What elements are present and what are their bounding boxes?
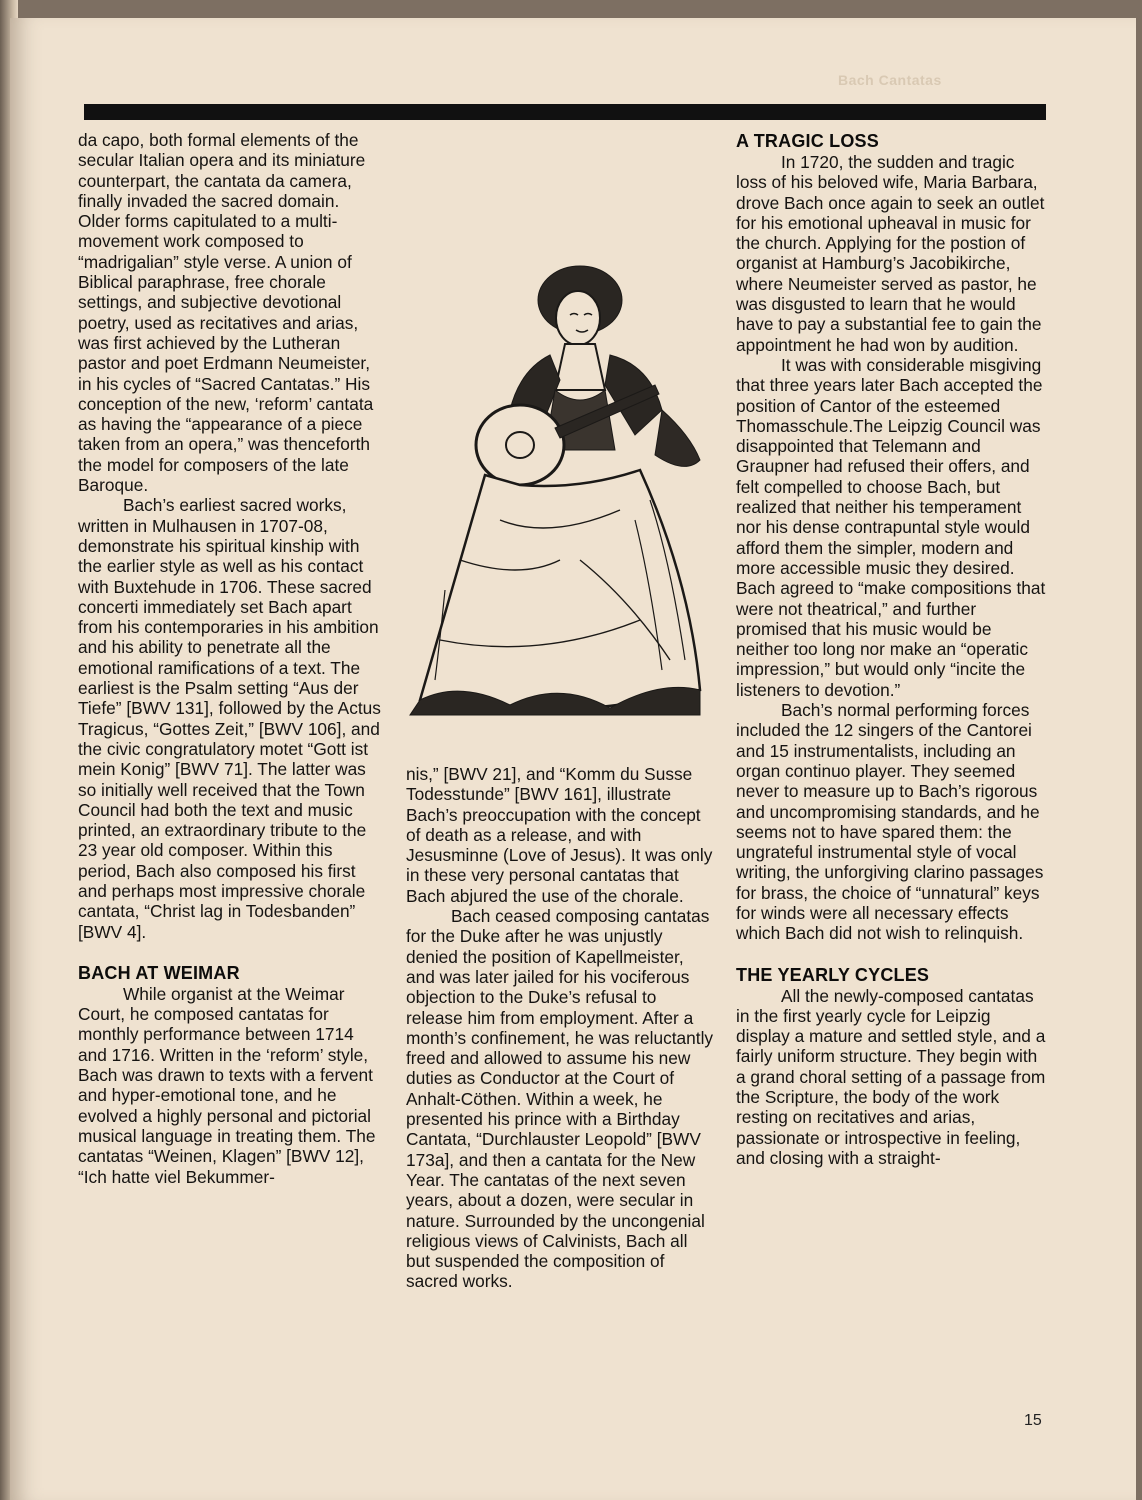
lute-player-engraving xyxy=(400,260,715,725)
paragraph: da capo, both formal elements of the secular Italian opera and its miniature counterpart, the cantata da camera, finally invaded the sacred domain. Older forms capitulated to a multi-movement work composed to “madrigalian” style verse. A union of Biblical paraphrase, free chorale settings, and subjective devotional poetry, used as recitatives and arias, was first achieved by the Lutheran pastor and poet Erdmann Neumeister, in his cycles of “Sacred Cantatas.” His conception of the new, ‘reform’ cantata as having the “appearance of a piece taken from an opera,” was thenceforth the model for composers of the late Baroque. xyxy=(78,130,374,496)
paragraph: In 1720, the sudden and tragic loss of his beloved wife, Maria Barbara, drove Bach once again to seek an outlet for his emotional upheaval in music for the church. Applying for the postion of organist at Hamburg’s Jacobikirche, where Neumeister served as pastor, he was disgusted to learn that he would have to pay a substantial fee to gain the appointment he had won by audition. xyxy=(736,152,1045,355)
section-heading-tragic-loss: A TRAGIC LOSS xyxy=(736,131,879,151)
column-2 xyxy=(406,764,716,1292)
section-heading-weimar: BACH AT WEIMAR xyxy=(78,962,240,983)
header-rule xyxy=(84,104,1046,120)
page-number: 15 xyxy=(1024,1412,1042,1429)
paragraph: nis,” [BWV 21], and “Komm du Susse Todesstunde” [BWV 161], illustrate Bach’s preoccupation with the concept of death as a release, and with Jesusminne (Love of Jesus). It was only in these very personal cantatas that Bach abjured the use of the chorale. xyxy=(406,764,713,906)
section-heading-yearly-cycles: THE YEARLY CYCLES xyxy=(736,964,930,985)
column-1 xyxy=(78,130,384,1187)
paragraph: Bach ceased composing cantatas for the Duke after he was unjustly denied the position of Kapellmeister, and was later jailed for his vociferous objection to the Duke’s refusal to release him from employment. After a month’s confinement, he was reluctantly freed and allowed to assume his new duties as Conductor at the Court of Anhalt-Cöthen. Within a week, he presented his prince with a Birthday Cantata, “Durchlauster Leopold” [BWV 173a], and then a cantata for the New Year. The cantatas of the next seven years, about a dozen, were secular in nature. Surrounded by the uncongenial religious views of Calvinists, Bach all but suspended the composition of sacred works. xyxy=(406,906,714,1292)
paragraph: Bach’s earliest sacred works, written in Mulhausen in 1707-08, demonstrate his spiritual kinship with the earlier style as well as his contact with Buxtehude in 1706. These sacred concerti immediately set Bach apart from his contemporaries in his ambition and his ability to penetrate all the emotional ramifications of a text. The earliest is the Psalm setting “Aus der Tiefe” [BWV 131], followed by the Actus Tragicus, “Gottes Zeit,” [BWV 106], and the civic congratulatory motet “Gott ist mein Konig” [BWV 71]. The latter was so initially well received that the Town Council had both the text and music printed, an extraordinary tribute to the 23 year old composer. Within this period, Bach also composed his first and perhaps most impressive chorale cantata, “Christ lag in Todesbanden” [BWV 4]. xyxy=(78,495,381,942)
faint-running-head: Bach Cantatas xyxy=(838,72,942,88)
paragraph: All the newly-composed cantatas in the first yearly cycle for Leipzig display a mature and settled style, and a fairly uniform structure. They begin with a grand choral setting of a passage from the Scripture, the body of the work resting on recitatives and arias, passionate or introspective in feeling, and closing with a straight- xyxy=(736,985,1046,1168)
column-3 xyxy=(736,130,1046,1168)
paragraph: It was with considerable misgiving that three years later Bach accepted the position of Cantor of the esteemed Thomasschule.The Leipzig Council was disappointed that Telemann and Graupner had refused their offers, and felt compelled to choose Bach, but realized that neither his temperament nor his dense contrapuntal style would afford them the simpler, modern and more accessible music they desired. Bach agreed to “make compositions that were not theatrical,” and further promised that his music would be neither too long nor make an “operatic impression,” but would only “incite the listeners to devotion.” xyxy=(736,354,1046,700)
paragraph: While organist at the Weimar Court, he composed cantatas for monthly performance between 1714 and 1716. Written in the ‘reform’ style, Bach was drawn to texts with a fervent and hyper-emotional tone, and he evolved a highly personal and pictorial musical language in treating them. The cantatas “Weinen, Klagen” [BWV 12], “Ich hatte viel Bekummer- xyxy=(78,983,376,1187)
paragraph: Bach’s normal performing forces included the 12 singers of the Cantorei and 15 instrumentalists, including an organ continuo player. They seemed never to measure up to Bach’s rigorous and uncompromising standards, and he seems not to have spared them: the ungrateful instrumental style of vocal writing, the unforgiving clarino passages for brass, the choice of “unnatural” keys for winds were all necessary effects which Bach did not wish to relinquish. xyxy=(736,700,1044,944)
